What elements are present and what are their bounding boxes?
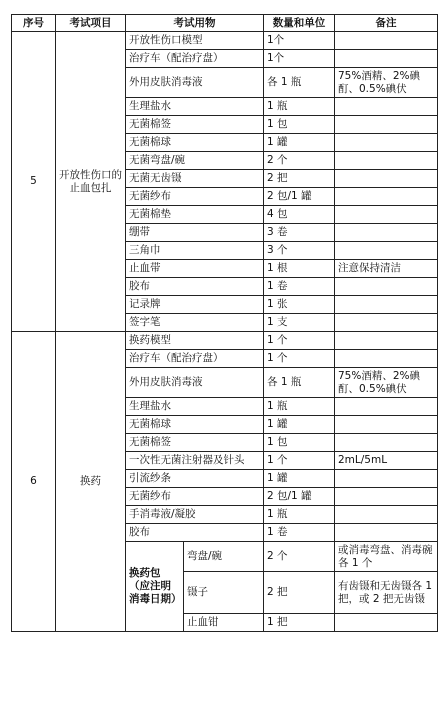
qty-cell: 各 1 瓶 [264,68,335,98]
note-cell [335,242,438,260]
header-qty: 数量和单位 [264,15,335,32]
supply-cell: 胶布 [126,524,264,542]
supply-cell: 无菌棉签 [126,116,264,134]
note-cell [335,614,438,632]
note-cell: 或消毒弯盘、消毒碗各 1 个 [335,542,438,572]
qty-cell: 1 瓶 [264,506,335,524]
note-cell [335,314,438,332]
seq-cell: 5 [12,32,56,332]
note-cell [335,332,438,350]
qty-cell: 2 包/1 罐 [264,188,335,206]
exam-item-cell: 开放性伤口的止血包扎 [56,32,126,332]
qty-cell: 2 个 [264,542,335,572]
supply-cell: 记录牌 [126,296,264,314]
table-row [12,332,438,350]
supply-cell: 无菌棉垫 [126,206,264,224]
note-cell [335,296,438,314]
header-supplies: 考试用物 [126,15,264,32]
qty-cell: 1 张 [264,296,335,314]
note-cell [335,152,438,170]
note-cell [335,278,438,296]
qty-cell: 3 卷 [264,224,335,242]
table-row [12,32,438,50]
supply-cell: 外用皮肤消毒液 [126,368,264,398]
note-cell [335,488,438,506]
note-cell [335,470,438,488]
kit-supply-cell: 止血钳 [184,614,264,632]
qty-cell: 2 包/1 罐 [264,488,335,506]
qty-cell: 1 个 [264,332,335,350]
supplies-table [11,14,438,632]
note-cell [335,398,438,416]
supply-cell: 无菌无齿镊 [126,170,264,188]
note-cell [335,224,438,242]
note-cell [335,188,438,206]
qty-cell: 1个 [264,50,335,68]
qty-cell: 1 个 [264,350,335,368]
qty-cell: 3 个 [264,242,335,260]
qty-cell: 1 瓶 [264,98,335,116]
note-cell [335,50,438,68]
supply-cell: 生理盐水 [126,398,264,416]
supply-cell: 三角巾 [126,242,264,260]
supply-cell: 引流纱条 [126,470,264,488]
note-cell: 2mL/5mL [335,452,438,470]
supply-cell: 签字笔 [126,314,264,332]
qty-cell: 各 1 瓶 [264,368,335,398]
qty-cell: 1 罐 [264,470,335,488]
supply-cell: 生理盐水 [126,98,264,116]
qty-cell: 1 瓶 [264,398,335,416]
qty-cell: 1 根 [264,260,335,278]
header-notes: 备注 [335,15,438,32]
note-cell: 注意保持清洁 [335,260,438,278]
qty-cell: 1 个 [264,452,335,470]
supply-cell: 止血带 [126,260,264,278]
qty-cell: 1 卷 [264,524,335,542]
kit-supply-cell: 镊子 [184,572,264,614]
supply-cell: 一次性无菌注射器及针头 [126,452,264,470]
supply-cell: 无菌纱布 [126,188,264,206]
qty-cell: 4 包 [264,206,335,224]
note-cell: 75%酒精、2%碘酊、0.5%碘伏 [335,368,438,398]
supply-cell: 无菌棉球 [126,416,264,434]
supply-cell: 外用皮肤消毒液 [126,68,264,98]
qty-cell: 1 支 [264,314,335,332]
note-cell: 有齿镊和无齿镊各 1 把，或 2 把无齿镊 [335,572,438,614]
supply-cell: 治疗车（配治疗盘） [126,350,264,368]
note-cell [335,32,438,50]
qty-cell: 1个 [264,32,335,50]
note-cell [335,206,438,224]
supply-cell: 手消毒液/凝胶 [126,506,264,524]
kit-supply-cell: 弯盘/碗 [184,542,264,572]
note-cell [335,506,438,524]
note-cell [335,134,438,152]
note-cell [335,116,438,134]
note-cell: 75%酒精、2%碘酊、0.5%碘伏 [335,68,438,98]
qty-cell: 1 卷 [264,278,335,296]
qty-cell: 2 把 [264,572,335,614]
supply-cell: 无菌纱布 [126,488,264,506]
supply-cell: 治疗车（配治疗盘） [126,50,264,68]
qty-cell: 2 把 [264,170,335,188]
supply-cell: 无菌棉签 [126,434,264,452]
supply-cell: 无菌棉球 [126,134,264,152]
note-cell [335,524,438,542]
note-cell [335,170,438,188]
qty-cell: 2 个 [264,152,335,170]
supply-cell: 换药模型 [126,332,264,350]
note-cell [335,350,438,368]
kit-label-cell: 换药包（应注明消毒日期） [126,542,184,632]
supply-cell: 胶布 [126,278,264,296]
qty-cell: 1 包 [264,116,335,134]
qty-cell: 1 罐 [264,134,335,152]
supply-cell: 无菌弯盘/碗 [126,152,264,170]
qty-cell: 1 包 [264,434,335,452]
qty-cell: 1 罐 [264,416,335,434]
supply-cell: 开放性伤口模型 [126,32,264,50]
note-cell [335,416,438,434]
seq-cell: 6 [12,332,56,632]
header-row [12,15,438,32]
note-cell [335,434,438,452]
note-cell [335,98,438,116]
exam-item-cell: 换药 [56,332,126,632]
supply-cell: 绷带 [126,224,264,242]
header-seq: 序号 [12,15,56,32]
qty-cell: 1 把 [264,614,335,632]
header-item: 考试项目 [56,15,126,32]
